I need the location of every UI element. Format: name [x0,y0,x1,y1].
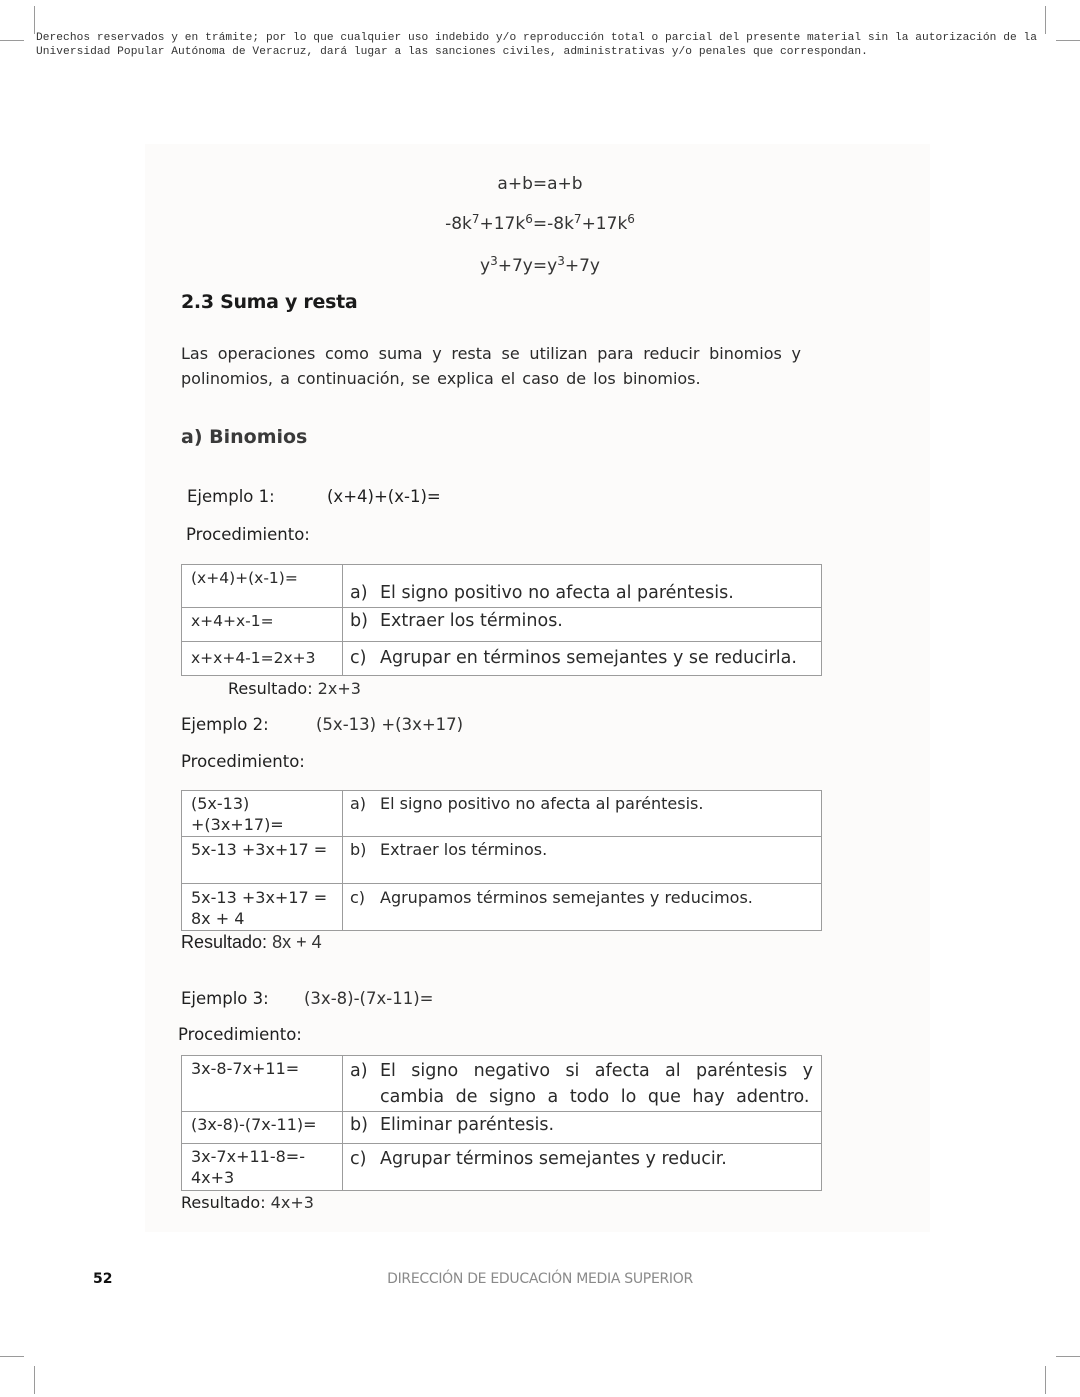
step-description [343,642,822,676]
exponent: 7 [573,212,582,226]
subsection-title: a) Binomios [181,426,308,448]
result-value: 2x+3 [317,679,361,698]
step-expression [182,1144,343,1191]
step-text: El signo positivo no afecta al paréntesis. [380,794,704,813]
step-expression [182,884,343,931]
table-row [182,642,822,676]
step-text: El signo negativo si afecta al paréntesis y cambia de signo a todo lo que hay adentro. [380,1061,813,1107]
example-3-label: Ejemplo 3: [181,989,269,1008]
example-2-expression: (5x-13) +(3x+17) [316,715,464,734]
equation-part: y [480,256,491,276]
exponent: 6 [525,212,533,226]
step-marker: b) [350,611,368,631]
example-3-result [181,1193,314,1212]
step-marker: b) [350,840,367,859]
step-expression: (3x-8)-(7x-11)= [182,1112,343,1144]
crop-mark [1056,1356,1080,1357]
procedure-table-2 [181,790,822,931]
equation-3 [0,254,1080,276]
example-2-label: Ejemplo 2: [181,715,269,734]
copyright-notice [36,31,1076,59]
crop-mark [0,1356,24,1357]
procedure-table-3 [181,1055,822,1191]
step-text: Extraer los términos. [380,840,548,859]
exponent: 6 [627,212,635,226]
procedure-label: Procedimiento: [181,752,305,771]
step-description [343,1056,822,1112]
step-marker: c) [350,648,367,668]
result-value: 8x + 4 [272,932,322,952]
step-text: Extraer los términos. [380,611,563,631]
table-row [182,884,822,931]
table-row [182,837,822,884]
step-expression: (x+4)+(x-1)= [182,565,343,608]
equation-part: -8k [445,214,472,234]
step-description [343,837,822,884]
table-row [182,1112,822,1144]
step-marker: c) [350,888,366,907]
step-description [343,791,822,837]
step-expression: 5x-13 +3x+17 = [182,837,343,884]
step-expression-line: +(3x+17)= [191,815,284,834]
procedure-table-1 [181,564,822,676]
notice-line-2: Universidad Popular Autónoma de Veracruz, dará lugar a las sanciones civiles, administrativas y/o penales que correspondan. [36,46,868,58]
equation-part: +17k [581,214,628,234]
intro-paragraph: Las operaciones como suma y resta se utilizan para reducir binomios y polinomios, a continuación, se explica el caso de los binomios. [181,344,801,388]
table-row [182,608,822,642]
exponent: 3 [490,254,498,268]
step-description [343,1112,822,1144]
equation-1 [0,174,1080,194]
table-row [182,565,822,608]
step-text: Agrupar términos semejantes y reducir. [380,1149,727,1169]
result-label: Resultado: [181,932,268,952]
result-label: Resultado: [181,1193,266,1212]
example-2-result [181,932,322,953]
step-description [343,1144,822,1191]
step-description [343,884,822,931]
crop-mark [1045,1366,1046,1394]
footer-title: DIRECCIÓN DE EDUCACIÓN MEDIA SUPERIOR [387,1271,693,1287]
step-marker: a) [350,794,367,813]
crop-mark [34,6,35,34]
exponent: 7 [471,212,480,226]
step-text: El signo positivo no afecta al paréntesis. [380,583,734,603]
page-number: 52 [93,1271,113,1287]
step-marker: c) [350,1149,367,1169]
step-text: Eliminar paréntesis. [380,1115,555,1135]
step-expression: 3x-8-7x+11= [182,1056,343,1112]
example-1-result [228,679,361,698]
example-3-expression: (3x-8)-(7x-11)= [304,989,434,1008]
table-row [182,1144,822,1191]
crop-mark [0,40,24,41]
example-1-expression: (x+4)+(x-1)= [327,487,441,506]
step-text: Agrupar en términos semejantes y se reducirla. [380,648,797,668]
crop-mark [34,1366,35,1394]
step-expression-line: 8x + 4 [191,909,245,928]
equation-part: +17k [479,214,526,234]
result-label: Resultado: [228,679,313,698]
step-expression-line: 3x-7x+11-8=- [191,1147,305,1166]
procedure-label: Procedimiento: [186,525,310,544]
table-row [182,1056,822,1112]
step-description [343,565,822,608]
step-text: Agrupamos términos semejantes y reducimos. [380,888,753,907]
example-1-label: Ejemplo 1: [187,487,275,506]
notice-line-1: Derechos reservados y en trámite; por lo que cualquier uso indebido y/o reproducción total o parcial del presente material sin la autorización de la [36,32,1038,44]
table-row [182,791,822,837]
result-value: 4x+3 [270,1193,314,1212]
equation-part: +7y [564,256,600,276]
procedure-label: Procedimiento: [178,1025,302,1044]
step-marker: a) [350,583,368,603]
step-expression-line: (5x-13) [191,794,250,813]
step-expression [182,791,343,837]
step-marker: b) [350,1115,368,1135]
section-title: 2.3 Suma y resta [181,291,358,313]
exponent: 3 [557,254,565,268]
step-description [343,608,822,642]
equation-part: +7y=y [497,256,558,276]
step-marker: a) [350,1061,368,1081]
step-expression-line: 4x+3 [191,1168,235,1187]
step-expression-line: 5x-13 +3x+17 = [191,888,328,907]
equation-2 [0,212,1080,234]
step-expression: x+x+4-1=2x+3 [182,642,343,676]
crop-mark [1045,6,1046,34]
equation-part: =-8k [532,214,574,234]
step-expression: x+4+x-1= [182,608,343,642]
equation-text: a+b=a+b [497,174,583,194]
